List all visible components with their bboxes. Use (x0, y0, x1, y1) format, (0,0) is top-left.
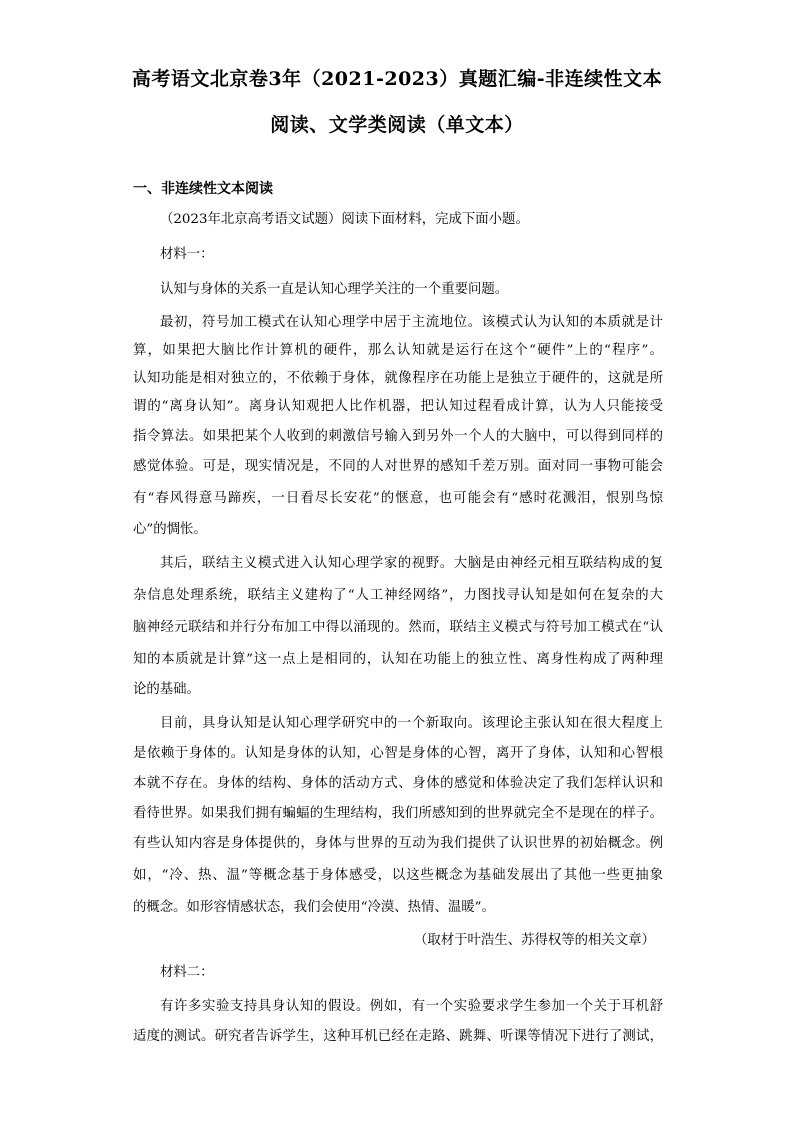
paragraph-line: 论的基础。 (133, 682, 200, 697)
paragraph-line: 如，“冷、热、温”等概念基于身体感受，以这些概念为基础发展出了其他一些更抽象 (133, 868, 663, 883)
paragraph-line: 脑神经元联结和并行分布加工中得以涌现的。然而，联结主义模式与符号加工模式在“认 (133, 620, 663, 635)
document-title-line-2: 阅读、文学类阅读（单文本） (270, 114, 524, 136)
paragraph-line: 知的本质就是计算”这一点上是相同的，认知在功能上的独立性、离身性构成了两种理 (133, 652, 663, 667)
paragraph-line: 看待世界。如果我们拥有蝙蝠的生理结构，我们所感知到的世界就完全不是现在的样子。 (133, 806, 663, 821)
paragraph-line: 本就不存在。身体的结构、身体的活动方式、身体的感觉和体验决定了我们怎样认识和 (133, 776, 663, 791)
paragraph-line: 杂信息处理系统，联结主义建构了“人工神经网络”，力图找寻认知是如何在复杂的大 (133, 588, 663, 603)
paragraph-line: 有许多实验支持具身认知的假设。例如，有一个实验要求学生参加一个关于耳机舒 (160, 999, 663, 1014)
paragraph-line: 指令算法。如果把某个人收到的刺激信号输入到另外一个人的大脑中，可以得到同样的 (133, 429, 663, 444)
section-heading: 一、非连续性文本阅读 (133, 181, 273, 197)
paragraph-line: 谓的“离身认知”。离身认知观把人比作机器，把认知过程看成计算，认为人只能接受 (133, 399, 663, 414)
source-citation: （取材于叶浩生、苏得权等的相关文章） (413, 933, 655, 948)
paragraph-line: 认知功能是相对独立的，不依赖于身体，就像程序在功能上是独立于硬件的，这就是所 (133, 371, 663, 386)
material-two-label: 材料二： (160, 965, 214, 980)
paragraph-line: 的概念。如形容情感状态，我们会使用“冷漠、热情、温暖”。 (133, 900, 495, 915)
paragraph-line: 是依赖于身体的。认知是身体的认知，心智是身体的心智，离开了身体，认知和心智根 (133, 746, 663, 761)
paragraph-line: 感觉体验。可是，现实情况是，不同的人对世界的感知千差万别。面对同一事物可能会 (133, 459, 663, 474)
paragraph-line: 适度的测试。研究者告诉学生，这种耳机已经在走路、跳舞、听课等情况下进行了测试， (133, 1029, 663, 1044)
paragraph-line: 其后，联结主义模式进入认知心理学家的视野。大脑是由神经元相互联结构成的复 (160, 556, 663, 571)
paragraph-line: 最初，符号加工模式在认知心理学中居于主流地位。该模式认为认知的本质就是计 (160, 315, 663, 330)
paragraph-line: 有些认知内容是身体提供的，身体与世界的互动为我们提供了认识世界的初始概念。例 (133, 836, 663, 851)
intro-line: （2023年北京高考语文试题）阅读下面材料，完成下面小题。 (160, 212, 529, 227)
paragraph-line: 有“春风得意马蹄疾，一日看尽长安花”的惬意，也可能会有“感时花溅泪，恨别鸟惊 (133, 491, 663, 506)
document-title-line-1: 高考语文北京卷3年（2021-2023）真题汇编-非连续性文本 (131, 68, 663, 90)
paragraph-line: 心”的惆怅。 (133, 522, 207, 537)
paragraph-line: 认知与身体的关系一直是认知心理学关注的一个重要问题。 (160, 282, 509, 297)
paragraph-line: 目前，具身认知是认知心理学研究中的一个新取向。该理论主张认知在很大程度上 (160, 716, 663, 731)
paragraph-line: 算，如果把大脑比作计算机的硬件，那么认知就是运行在这个“硬件”上的“程序”。 (133, 343, 663, 358)
material-one-label: 材料一： (160, 247, 214, 262)
